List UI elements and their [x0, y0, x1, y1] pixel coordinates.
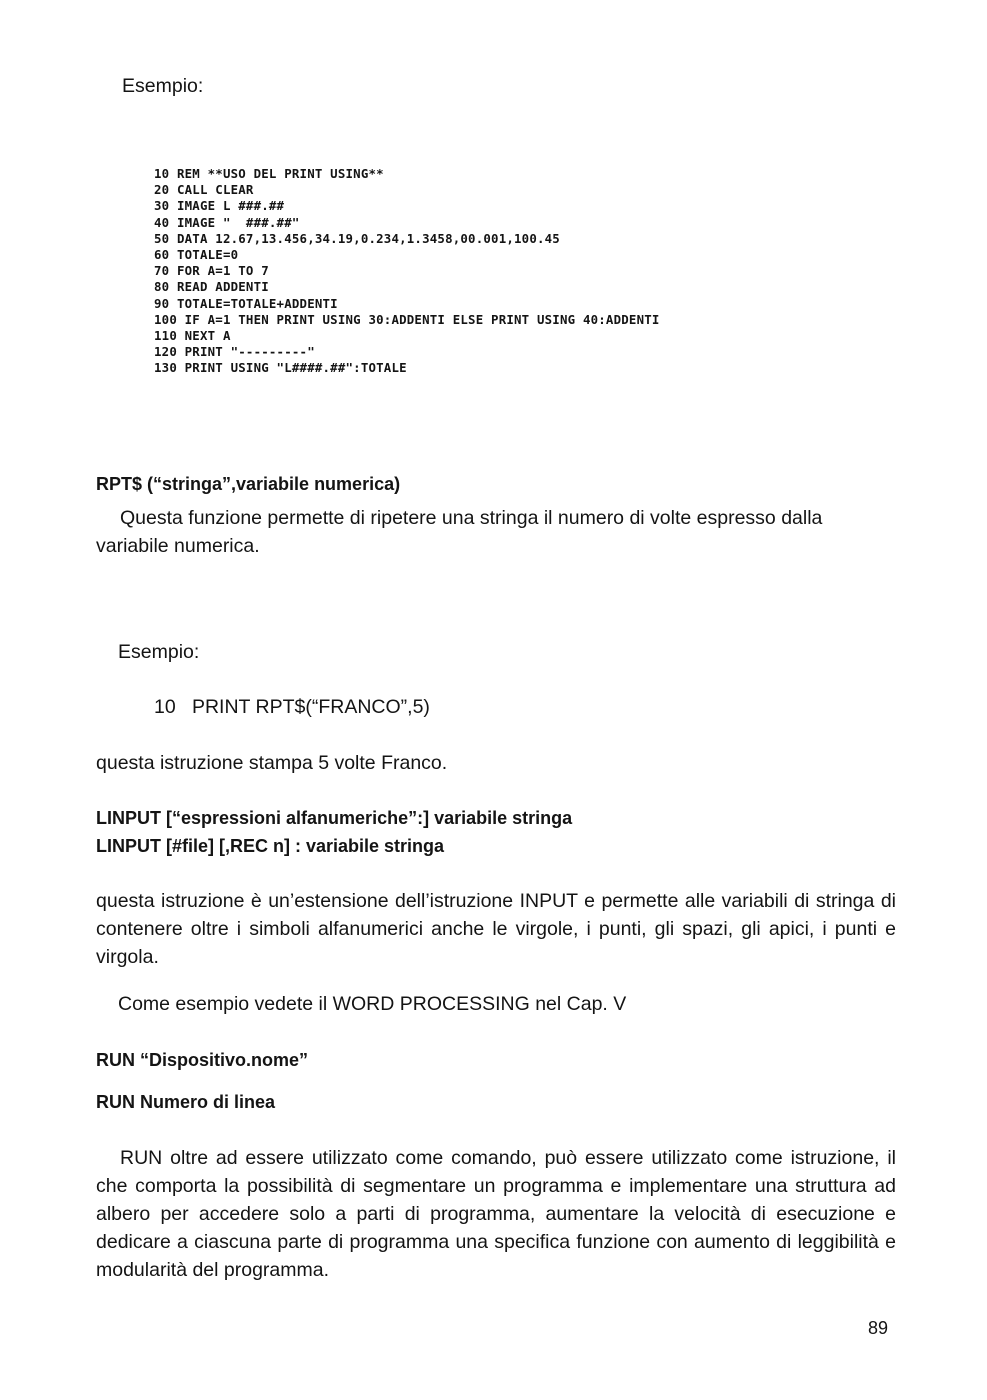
rpt-result-text: questa istruzione stampa 5 volte Franco. [96, 752, 448, 774]
page-number: 89 [868, 1318, 889, 1338]
code-line: 120 PRINT "---------" [154, 344, 315, 360]
rpt-heading: RPT$ (“stringa”,variabile numerica) [96, 474, 401, 494]
rpt-description: Questa funzione permette di ripetere una stringa il numero di volte espresso dalla variabile numerica. [96, 507, 823, 557]
linput-example-ref: Come esempio vedete il WORD PROCESSING nel Cap. V [118, 993, 627, 1015]
code-line: 20 CALL CLEAR [154, 182, 254, 198]
code-line: 70 FOR A=1 TO 7 [154, 263, 269, 279]
code-listing [154, 166, 660, 376]
code-line: 90 TOTALE=TOTALE+ADDENTI [154, 295, 338, 311]
run-description: RUN oltre ad essere utilizzato come comando, può essere utilizzato come istruzione, il che comporta la possibilità di segmentare un programma e implementare una struttura ad albero per accedere solo a parti di programma, aumentare la velocità di esecuzione e dedicare a ciascuna parte di programma una specifica funzione con aumento di leggibilità e modularità del programma. [96, 1147, 896, 1281]
code-line: 40 IMAGE " ###.##" [154, 214, 300, 230]
code-line: 30 IMAGE L ###.## [154, 198, 285, 214]
linput-description: questa istruzione è un’estensione dell’istruzione INPUT e permette alle variabili di stringa di contenere oltre i simboli alfanumerici anche le virgole, i punti, gli spazi, gli apici, i punti e virgola. [96, 890, 896, 968]
run-syntax-2: RUN Numero di linea [96, 1092, 276, 1112]
run-syntax-1: RUN “Dispositivo.nome” [96, 1050, 309, 1070]
linput-syntax-1: LINPUT [“espressioni alfanumeriche”:] variabile stringa [96, 808, 573, 828]
linput-syntax-2: LINPUT [#file] [,REC n] : variabile stringa [96, 836, 445, 856]
code-line: 60 TOTALE=0 [154, 246, 239, 262]
example-code-line: 10 PRINT RPT$(“FRANCO”,5) [154, 696, 430, 718]
code-line: 80 READ ADDENTI [154, 279, 269, 295]
code-line: 100 IF A=1 THEN PRINT USING 30:ADDENTI ELSE PRINT USING 40:ADDENTI [154, 311, 660, 327]
example-label: Esempio: [118, 641, 200, 663]
example-label: Esempio: [122, 75, 204, 97]
code-line: 50 DATA 12.67,13.456,34.19,0.234,1.3458,00.001,100.45 [154, 230, 560, 246]
code-line: 130 PRINT USING "L####.##":TOTALE [154, 360, 407, 376]
code-line: 10 REM **USO DEL PRINT USING** [154, 166, 384, 181]
code-line: 110 NEXT A [154, 327, 231, 343]
